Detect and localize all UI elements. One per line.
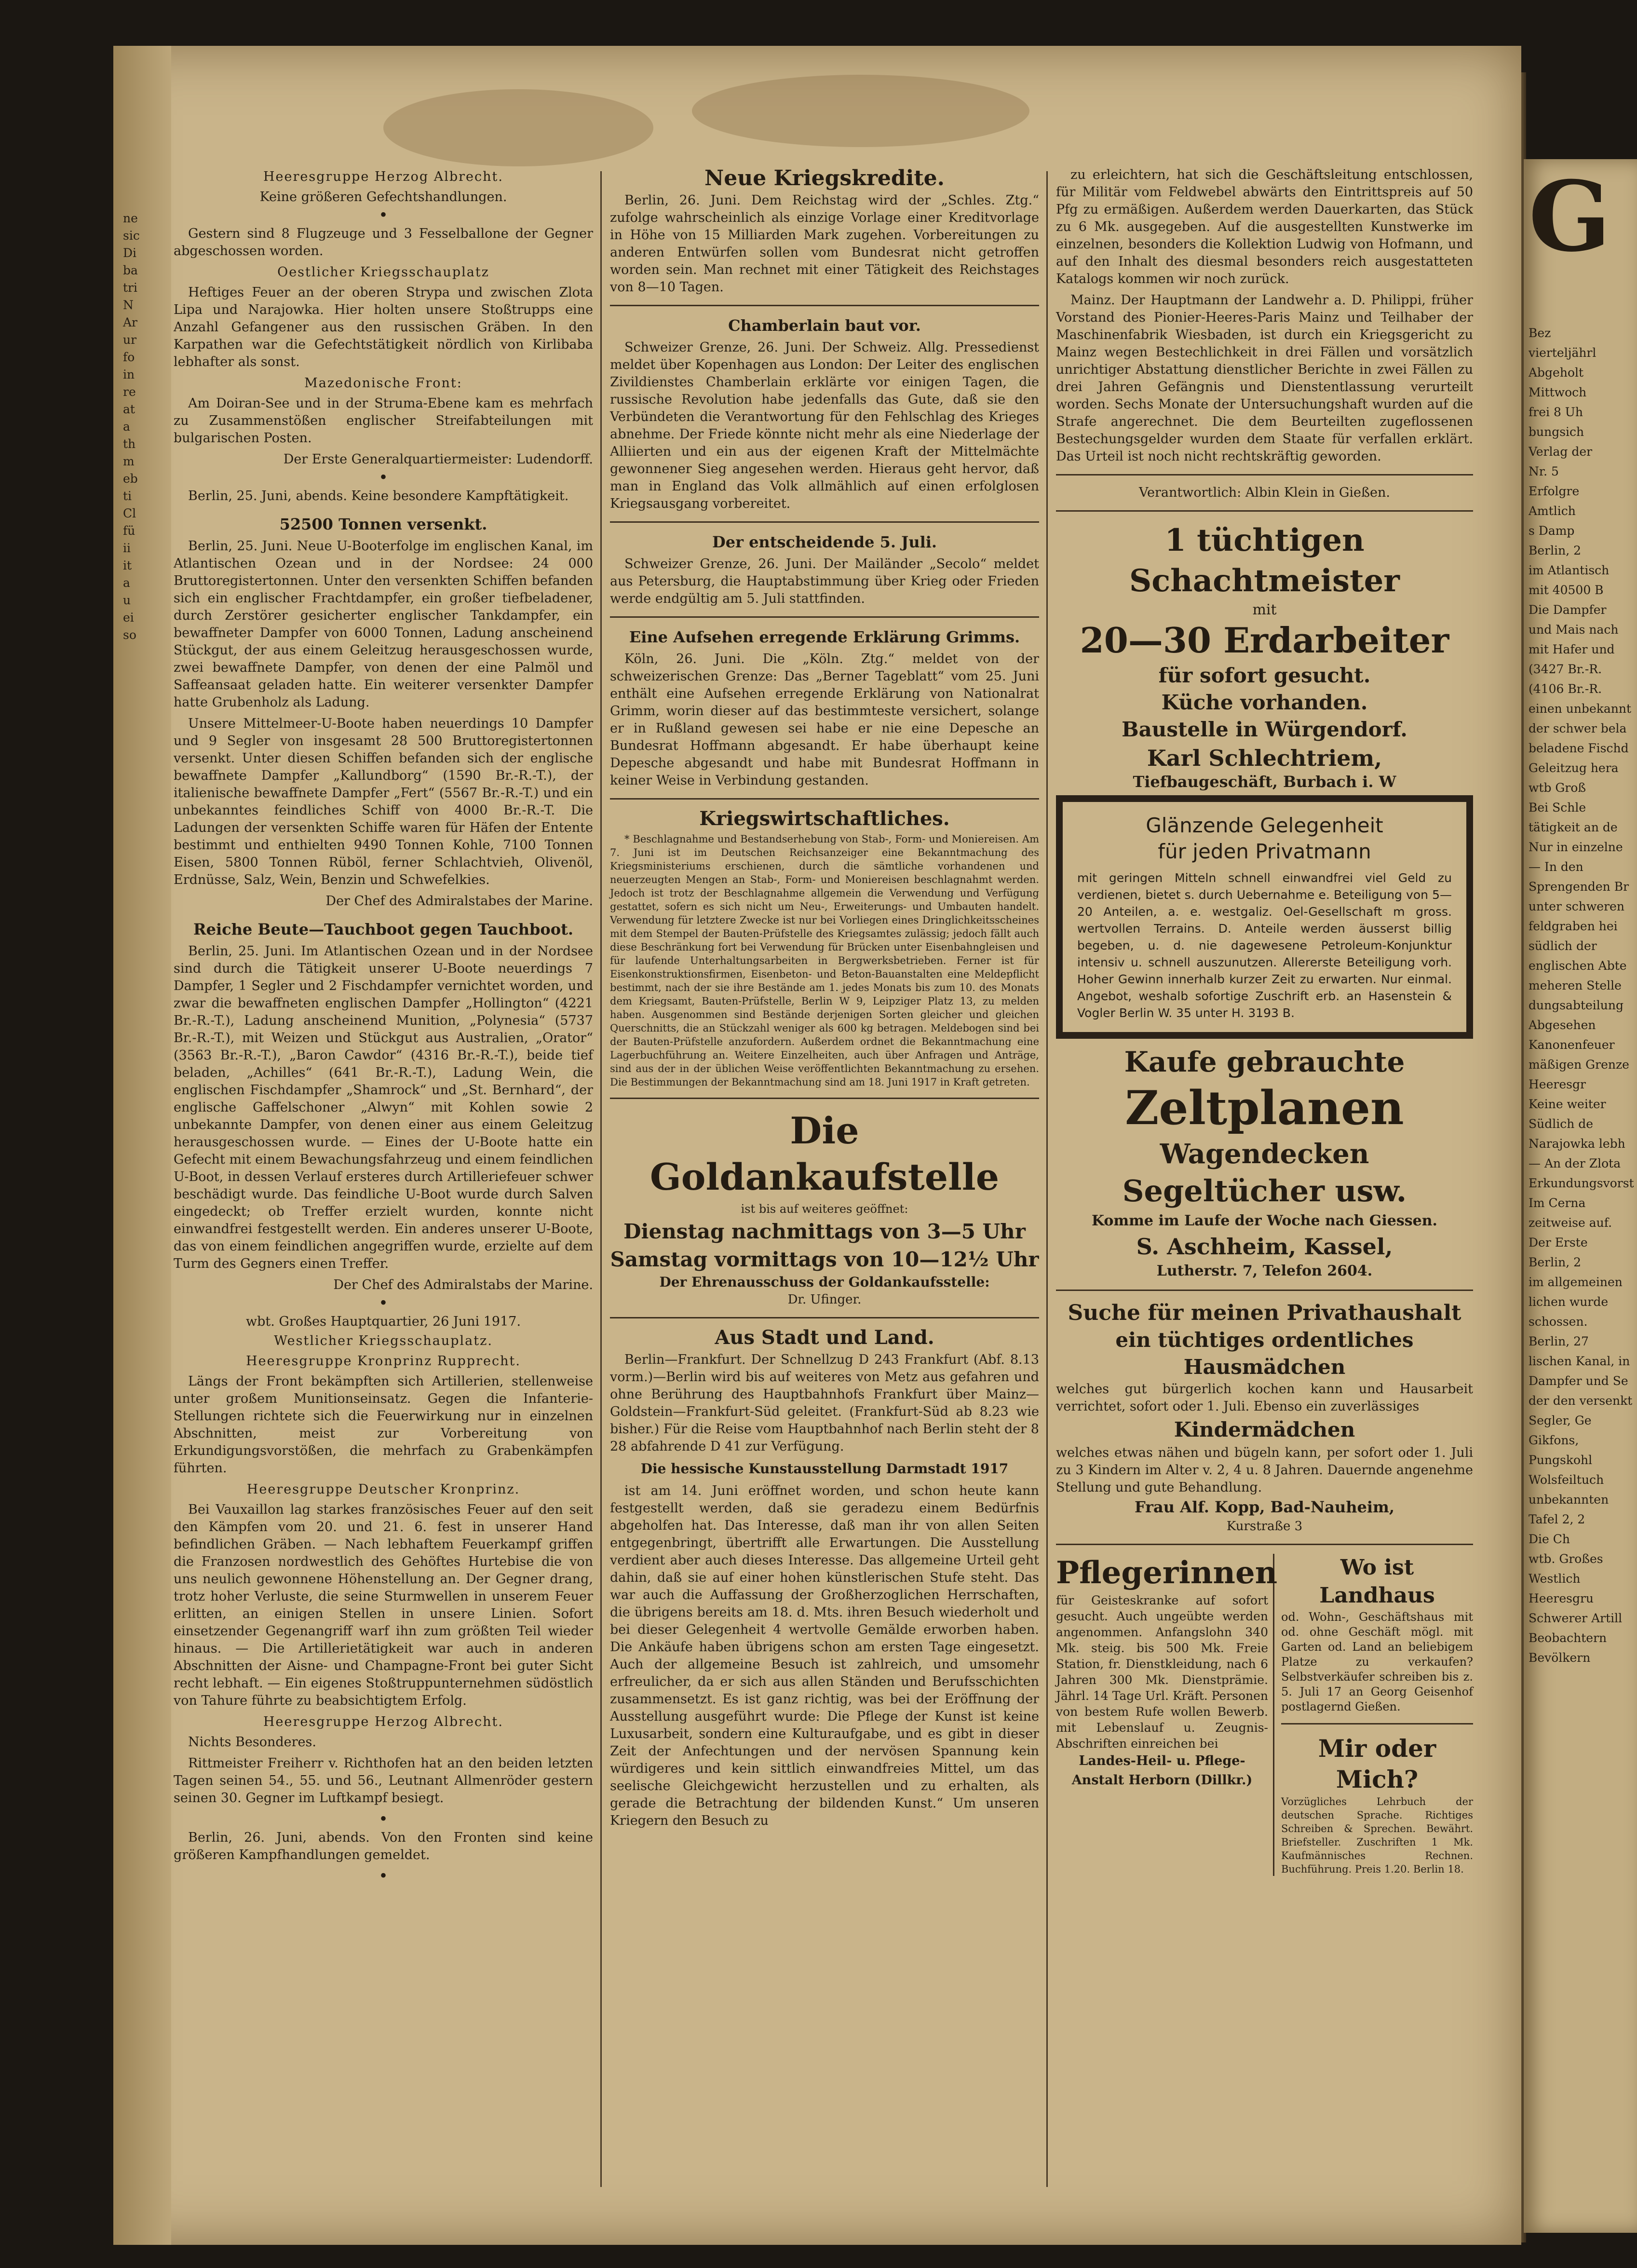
adjacent-text-line: unter schweren <box>1529 899 1624 913</box>
adjacent-text-line: Segler, Ge <box>1529 1413 1592 1427</box>
adjacent-text-line: vierteljährl <box>1529 346 1596 360</box>
adjacent-text-line: Die Dampfer <box>1529 603 1607 617</box>
adjacent-text-line: englischen Abte <box>1529 959 1627 973</box>
left-strip-line: Cl <box>123 506 136 520</box>
adjacent-text-line: mit Hafer und <box>1529 642 1615 656</box>
ad-line: Kaufe gebrauchte <box>1124 1046 1405 1078</box>
ad-line: Kindermädchen <box>1174 1418 1355 1441</box>
small-ads-row <box>1056 1554 1473 1876</box>
column-1 <box>174 166 593 1886</box>
ad-line: mit <box>1252 601 1277 618</box>
paragraph: Gestern sind 8 Flugzeuge und 3 Fesselballone der Gegner abgeschossen worden. <box>174 226 593 258</box>
adjacent-text-line: dungsabteilung <box>1529 998 1623 1012</box>
subline: Keine größeren Gefechtshandlungen. <box>259 190 507 204</box>
newspaper-page <box>113 46 1521 2245</box>
adjacent-text-line: im Atlantisch <box>1529 563 1610 577</box>
adjacent-text-line: lischen Kanal, in <box>1529 1354 1630 1368</box>
column-2 <box>610 159 1039 1833</box>
left-strip-line: Ar <box>123 315 138 329</box>
ad-line: für sofort gesucht. <box>1158 664 1371 687</box>
ad-text: Vorzügliches Lehrbuch der deutschen Sprache. Richtiges Schreiben & Sprechen. Bewährt. Briefsteller. Zuschriften 1 Mk. Kaufmännisches Rechnen. Buchführung. Preis 1.20. Berlin 18. <box>1281 1796 1473 1875</box>
ad-line: 20—30 Erdarbeiter <box>1080 620 1449 661</box>
separator-dot: • <box>379 1296 388 1311</box>
paragraph: Rittmeister Freiherr v. Richthofen hat an den beiden letzten Tagen seinen 54., 55. und 56., Leutnant Allmenröder gestern seinen 30. Gegner im Luftkampf besiegt. <box>174 1756 593 1806</box>
ad-line: Zeltplanen <box>1125 1081 1404 1135</box>
headline: Oestlicher Kriegsschauplatz <box>277 265 489 280</box>
left-strip-line: it <box>123 558 132 572</box>
ad-title: Wo ist Landhaus <box>1319 1555 1435 1608</box>
pflegerinnen-ad <box>1056 1554 1278 1876</box>
headline: Der entscheidende 5. Juli. <box>712 533 937 551</box>
schachtmeister-ad <box>1056 520 1473 790</box>
adjacent-text-line: Keine weiter <box>1529 1097 1606 1111</box>
divider <box>1056 474 1473 475</box>
adjacent-text-line: zeitweise auf. <box>1529 1216 1612 1230</box>
ad-signature: Landes-Heil- u. Pflege-Anstalt Herborn (Dillkr.) <box>1071 1753 1253 1788</box>
left-strip-line: ne <box>123 211 138 225</box>
left-strip-line: N <box>123 298 134 312</box>
divider <box>1056 1544 1473 1545</box>
left-strip-line: a <box>123 576 130 590</box>
ad-line: Kurstraße 3 <box>1226 1519 1303 1534</box>
adjacent-text-line: Kanonenfeuer <box>1529 1038 1615 1052</box>
adjacent-text-line: Pungskohl <box>1529 1453 1593 1467</box>
divider <box>610 616 1039 618</box>
adjacent-text-line: Berlin, 2 <box>1529 1255 1582 1269</box>
adjacent-text-line: Tafel 2, 2 <box>1529 1512 1585 1526</box>
adjacent-text-line: der schwer bela <box>1529 721 1627 735</box>
ad-line: Lutherstr. 7, Telefon 2604. <box>1156 1263 1373 1279</box>
left-strip-line: eb <box>123 472 138 486</box>
adjacent-text-line: frei 8 Uh <box>1529 405 1583 419</box>
adjacent-text-line: (3427 Br.-R. <box>1529 662 1602 676</box>
ad-line: ein tüchtiges ordentliches Hausmädchen <box>1115 1328 1414 1379</box>
headline: Kriegswirtschaftliches. <box>699 807 950 830</box>
right-small-ads <box>1281 1554 1473 1876</box>
left-strip-line: ur <box>123 333 137 347</box>
zeltplanen-ad <box>1056 1044 1473 1281</box>
ad-text: welches etwas nähen und bügeln kann, per sofort oder 1. Juli zu 3 Kindern im Alter v. 2, 4 u. 8 Jahren. Dauernde angenehme Stellung und gute Behandlung. <box>1056 1445 1473 1495</box>
adjacent-text-line: Schwerer Artill <box>1529 1611 1623 1625</box>
adjacent-text-line: mäßigen Grenze <box>1529 1058 1629 1072</box>
paragraph: Berlin, 25. Juni. Neue U-Booterfolge im englischen Kanal, im Atlantischen Ozean und in der Nordsee: 24 000 Bruttoregistertonnen. Unter den versenkten Schiffen befanden sich ein englischer Frachtdampfer, ein großer tiefbeladener, durch Zerstörer gesicherter englischer Tankdampfer, ein bewaffneter Dampfer von 6000 Tonnen, Ladung anscheinend Stückgut, der aus einem Geleitzug herausgeschossen wurde, zwei bewaffnete Dampfer, von denen der eine Palmöl und Saffeansaat geladen hatte. Ein weiterer versenkter Dampfer hatte Grubenholz als Ladung. <box>174 539 593 710</box>
ad-text: welches gut bürgerlich kochen kann und Hausarbeit verrichtet, sofort oder 1. Juli. Ebenso ein zuverlässiges <box>1056 1382 1473 1414</box>
adjacent-text-line: feldgraben hei <box>1529 919 1618 933</box>
gelegenheit-ad <box>1056 795 1473 1039</box>
headline: Heeresgruppe Kronprinz Rupprecht. <box>246 1354 521 1369</box>
adjacent-text-line: einen unbekannt <box>1529 702 1632 716</box>
paper-stain <box>692 75 1029 147</box>
left-strip-line: m <box>123 454 135 468</box>
left-strip-line: in <box>123 367 135 381</box>
column-3 <box>1056 166 1473 1876</box>
separator-dot: • <box>379 470 388 485</box>
left-strip-line: fü <box>123 524 135 538</box>
left-strip-line: Di <box>123 246 137 260</box>
adjacent-text-line: Narajowka lebh <box>1529 1137 1625 1151</box>
adjacent-text-line: Berlin, 2 <box>1529 543 1582 557</box>
adjacent-text-line: Gikfons, <box>1529 1433 1579 1447</box>
adjacent-text-line: Berlin, 27 <box>1529 1334 1589 1348</box>
column-rule <box>1046 171 1048 2187</box>
adjacent-text-line: schossen. <box>1529 1315 1588 1329</box>
divider <box>610 1098 1039 1099</box>
paragraph: Heftiges Feuer an der oberen Strypa und zwischen Zlota Lipa und Narajowka. Hier holten unsere Stoßtrupps eine Anzahl Gefangener aus den russischen Gräben. In den Karpathen war die Gefechtstätigkeit nördlich von Kirlibaba lebhafter als sonst. <box>174 285 593 369</box>
adjacent-text-line: (4106 Br.-R. <box>1529 682 1602 696</box>
adjacent-text-line: Bei Schle <box>1529 801 1586 815</box>
ad-line: ist bis auf weiteres geöffnet: <box>741 1202 908 1216</box>
left-strip-line: ti <box>123 489 132 503</box>
ad-line: Samstag vormittags von 10—12½ Uhr <box>610 1248 1039 1271</box>
ad-title: Mir oder Mich? <box>1318 1734 1436 1793</box>
headline: Westlicher Kriegsschauplatz. <box>274 1333 493 1348</box>
ad-title: Pflegerinnen <box>1056 1555 1278 1591</box>
headline: Chamberlain baut vor. <box>728 316 921 335</box>
divider <box>1056 1290 1473 1291</box>
column-rule <box>600 171 602 2187</box>
adjacent-text-line: und Mais nach <box>1529 623 1619 637</box>
adjacent-text-line: Bez <box>1529 326 1551 340</box>
divider <box>610 305 1039 306</box>
paragraph: Schweizer Grenze, 26. Juni. Der Mailänder „Secolo“ meldet aus Petersburg, die Hauptabstimmung über Krieg oder Frieden werde endgültig am 5. Juli stattfinden. <box>610 557 1039 606</box>
adjacent-text-line: Amtlich <box>1529 504 1576 518</box>
paragraph: Am Doiran-See und in der Struma-Ebene kam es mehrfach zu Zusammenstößen englischer Streifabteilungen mit bulgarischen Posten. <box>174 396 593 446</box>
adjacent-text-line: Erfolgre <box>1529 484 1580 498</box>
adjacent-text-line: Westlich <box>1529 1572 1581 1586</box>
adjacent-text-line: mit 40500 B <box>1529 583 1604 597</box>
ad-line: Dienstag nachmittags von 3—5 Uhr <box>623 1220 1026 1243</box>
adjacent-text-line: — An der Zlota <box>1529 1156 1621 1170</box>
headline: Mazedonische Front: <box>304 376 462 391</box>
left-strip-line: at <box>123 402 135 416</box>
paper-stain <box>383 89 653 166</box>
adjacent-text-line: meheren Stelle <box>1529 978 1622 992</box>
divider <box>1056 510 1473 512</box>
headline: Heeresgruppe Herzog Albrecht. <box>263 1714 503 1729</box>
adjacent-text-line: s Damp <box>1529 524 1575 538</box>
ad-line: 1 tüchtigen Schachtmeister <box>1129 522 1400 599</box>
divider <box>610 798 1039 800</box>
divider <box>610 521 1039 523</box>
headline: Die hessische Kunstausstellung Darmstadt 1917 <box>640 1461 1009 1477</box>
adjacent-text-line: Die Ch <box>1529 1532 1570 1546</box>
adjacent-text-line: Nur in einzelne <box>1529 840 1623 854</box>
ad-line: für jeden Privatmann <box>1158 840 1371 863</box>
paragraph: Berlin, 25. Juni, abends. Keine besondere Kampftätigkeit. <box>188 489 569 503</box>
ad-title: Die Goldankaufstelle <box>649 1109 1000 1198</box>
goldankauf-ad <box>610 1108 1039 1308</box>
left-strip-line: so <box>123 628 136 642</box>
adjacent-text-line: Nr. 5 <box>1529 464 1559 478</box>
ad-text: od. Wohn-, Geschäftshaus mit od. ohne Geschäft mögl. mit Garten od. Land an beliebigem Platze zu verkaufen? Selbstverkäufer schreiben bis z. 5. Juli 17 an Georg Geisenhof postlagernd Gießen. <box>1281 1610 1473 1713</box>
left-strip-line: a <box>123 420 130 434</box>
signature: Der Chef des Admiralstabs der Marine. <box>333 1277 593 1292</box>
headline: Heeresgruppe Herzog Albrecht. <box>263 169 503 184</box>
paragraph: Köln, 26. Juni. Die „Köln. Ztg.“ meldet von der schweizerischen Grenze: Das „Berner Tageblatt“ vom 25. Juni enthält eine Aufsehen erregende Erklärung von Nationalrat Grimm, worin dieser auf das bestimmteste versichert, solange er in Rußland gewesen sei habe er nie eine Depesche an Bundesrat Hoffmann abgesandt. Er habe überhaupt keine Depesche abgesandt und habe mit Bundesrat Hoffmann in keiner Weise in Verbindung gestanden. <box>610 652 1039 788</box>
adjacent-text-line: Erkundungsvorst <box>1529 1176 1634 1190</box>
headline: 52500 Tonnen versenkt. <box>279 515 487 533</box>
divider <box>1281 1723 1473 1725</box>
ad-text: mit geringen Mitteln schnell einwandfrei viel Geld zu verdienen, bietet s. durch Uebernahme e. Beteiligung von 5—20 Anteilen, a. e. westgaliz. Oel-Gesellschaft m gross. wertvollen Terrains. D. Anteile werden äusserst billig begeben, u. d. nie dagewesene Petroleum-Konjunktur intensiv u. schnell auszunutzen. Allererste Beteiligung vorh. Hoher Gewinn innerhalb kurzer Zeit zu erwarten. Nur einmal. Angebot, weshalb sofortige Zuschrift erb. an Hasenstein & Vogler Berlin W. 35 unter H. 3193 B. <box>1077 871 1452 1020</box>
adjacent-text-line: Abgeholt <box>1529 366 1584 380</box>
landhaus-ad <box>1281 1554 1473 1714</box>
paragraph: Bei Vauxaillon lag starkes französisches Feuer auf den seit den Kämpfen vom 20. und 21. 6. fest in unserer Hand befindlichen Gräben. — Nach lebhaftem Feuerkampf griffen die Franzosen nordwestlich des Gehöftes Hurtebise die von uns neulich gewonnene Höhenstellung an. Der Gegner drang, trotz hoher Verluste, die seine Sturmwellen in unserem Feuer erlitten, an einigen Stellen in unsere Linien. Sofort einsetzender Gegenangriff warf ihn zum größten Teil wieder hinaus. — Die Artillerietätigkeit war auch in anderen Abschnitten der Aisne- und Champagne-Front bei guter Sicht recht lebhaft. — Ein eigenes Stoßtruppunternehmen südöstlich von Tahure führte zu beabsichtigtem Erfolg. <box>174 1502 593 1708</box>
dateline: wbt. Großes Hauptquartier, 26 Juni 1917. <box>245 1314 521 1329</box>
paragraph: zu erleichtern, hat sich die Geschäftsleitung entschlossen, für Militär vom Feldwebel abwärts den Eintrittspreis auf 50 Pfg zu ermäßigen. Außerdem werden Dauerkarten, das Stück zu 6 Mk. ausgegeben. Auf die ausgestellten Kunstwerke im einzelnen, besonders die Kollektion Ludwig von Hofmann, und auf den Inhalt des diesmal besonders reich ausgestatteten Katalogs kommen wir noch zurück. <box>1056 167 1473 286</box>
ad-line: Wagendecken <box>1160 1138 1369 1170</box>
left-strip-line: re <box>123 385 136 399</box>
ad-text: für Geisteskranke auf sofort gesucht. Auch ungeübte werden angenommen. Anfangslohn 340 Mk. steig. bis 500 Mk. Freie Station, fr. Dienstkleidung, nach 6 Jahren 300 Mk. Dienstprämie. Jährl. 14 Tage Url. Kräft. Personen von bestem Rufe wollen Bewerb. mit Lebenslauf u. Zeugnis-Abschriften einreichen bei <box>1056 1593 1268 1751</box>
left-strip-line: ii <box>123 541 131 555</box>
ad-line: Glänzende Gelegenheit <box>1146 814 1383 837</box>
adjacent-text-line: Abgesehen <box>1529 1018 1596 1032</box>
adjacent-text-line: der den versenkt <box>1529 1394 1633 1408</box>
adjacent-text-line: Der Erste <box>1529 1236 1588 1249</box>
adjacent-text-line: — In den <box>1529 860 1583 874</box>
ad-line: Dr. Ufinger. <box>787 1292 862 1307</box>
adjacent-text-line: Südlich de <box>1529 1117 1594 1131</box>
adjacent-text-line: bungsich <box>1529 425 1584 439</box>
ad-line: Karl Schlechtriem, <box>1147 745 1382 771</box>
paragraph: * Beschlagnahme und Bestandserhebung von Stab-, Form- und Moniereisen. Am 7. Juni ist im Deutschen Reichsanzeiger eine Bekanntmachung des Kriegsministeriums erschienen, durch die sämtliche vorhandenen und neuerzeugten Mengen an Stab-, Form- und Moniereisen beschlagnahmt werden. Jedoch ist trotz der Beschlagnahme allgemein die Verwendung und Verfügung gestattet, sofern es sich nicht um Neu-, Erweiterungs- und Umbauten handelt. Verwendung für letztere Zwecke ist nur bei Vorliegen eines Dringlichkeitsscheines mit dem Stempel der Bauten-Prüfstelle des Kriegsamtes zulässig; jedoch fällt auch diese Beschränkung fort bei Verwendung für Brücken unter Eisenbahngleisen und für laufende Unterhaltungsarbeiten in Bergwerksbetrieben. Ferner ist für Eisenkonstruktionsfirmen, Eisenbeton- und Beton-Bauanstalten eine Meldepflicht bestimmt, nach der sie ihre Bestände am 1. jedes Monats bis zum 10. des Monats dem Kriegsamt, Bauten-Prüfstelle, Berlin W 9, Leipziger Platz 13, zu melden haben. Ausgenommen sind Bestände derjenigen Sorten gleicher und gleichen Querschnitts, die an Stückzahl weniger als 600 kg betragen. Meldebogen sind bei der Bauten-Prüfstelle anzufordern. Außerdem ordnet die Bekanntmachung eine Lagerbuchführung an. Weitere Einzelheiten, auch über Anfragen und Anträge, sind aus der in der üblichen Weise veröffentlichten Bekanntmachung zu ersehen. Die Bestimmungen der Bekanntmachung sind am 18. Juni 1917 in Kraft getreten. <box>610 833 1039 1088</box>
left-strip-line: ei <box>123 611 134 625</box>
ad-line: Baustelle in Würgendorf. <box>1122 718 1407 741</box>
ad-line: Der Ehrenausschuss der Goldankaufsstelle: <box>659 1274 990 1290</box>
adjacent-text-line: wtb. Großes <box>1529 1552 1603 1566</box>
adjacent-text-line: beladene Fischd <box>1529 741 1629 755</box>
adjacent-text-line: tätigkeit an de <box>1529 820 1618 834</box>
paragraph: ist am 14. Juni eröffnet worden, und schon heute kann festgestellt werden, daß sie geradezu einem Bedürfnis abgeholfen hat. Das Interesse, daß man ihr von allen Seiten entgegenbringt, übertrifft alle Erwartungen. Die Ausstellung verdient aber auch dieses Interesse. Das allgemeine Urteil geht dahin, daß sie auf einer hohen künstlerischen Stufe steht. Das war auch die Auffassung der Großherzoglichen Herrschaften, die übrigens bereits am 18. d. Mts. ihren Besuch wiederholt und bei dieser Gelegenheit 4 wertvolle Gemälde erworben haben. Die Ankäufe haben übrigens schon am ersten Tage eingesetzt. Auch der allgemeine Besuch ist zahlreich, und umsomehr erfreulicher, da er sich aus allen Ständen und Berufsschichten zusammensetzt. Es ist ganz richtig, was bei der Eröffnung der Ausstellung ausgeführt wurde: Die Pflege der Kunst ist keine Luxusarbeit, sondern eine Kulturaufgabe, und es gibt in dieser Zeit der Anfechtungen und der nervösen Spannung kein würdigeres und kein sittlich einwandfreies Mittel, um das seelische Gleichgewicht herzustellen und zu erhalten, als gerade die Betrachtung der bildenden Kunst.“ Um unseren Kriegern den Besuch zu <box>610 1483 1039 1828</box>
responsible-editor: Verantwortlich: Albin Klein in Gießen. <box>1138 485 1390 500</box>
mir-oder-mich-ad <box>1281 1733 1473 1876</box>
adjacent-text-line: Heeresgr <box>1529 1077 1586 1091</box>
paragraph: Schweizer Grenze, 26. Juni. Der Schweiz. Allg. Pressedienst meldet über Kopenhagen aus London: Der Leiter des englischen Zivildienstes Chamberlain erklärte vor einigen Tagen, die russische Revolution habe jedenfalls das Gute, daß sie den Verbündeten die Verantwortung für den Fehlschlag des Krieges abnehme. Der Friede könnte nicht mehr als eine Niederlage der Alliierten und ein aus der eigenen Kraft der Mittelmächte gewonnener Sieg angesehen werden. Hieraus geht hervor, daß man in England das Volk allmählich auf einen erfolglosen Kriegsausgang vorbereitet. <box>610 340 1039 511</box>
adjacent-text-line: Dampfer und Se <box>1529 1374 1628 1388</box>
adjacent-text-line: lichen wurde <box>1529 1295 1609 1309</box>
adjacent-text-line: Mittwoch <box>1529 385 1587 399</box>
paragraph: Längs der Front bekämpften sich Artillerien, stellenweise unter großem Munitionseinsatz. Gegen die Infanterie-Stellungen richtete sich die Feuerwirkung nur in einzelnen Abschnitten, meist zur Vorbereitung von Erkundigungsvorstößen, die mehrfach zu Grabenkämpfen führten. <box>174 1374 593 1476</box>
paragraph: Berlin, 26. Juni, abends. Von den Fronten sind keine größeren Kampfhandlungen gemeldet. <box>174 1830 593 1862</box>
adjacent-text-line: Heeresgru <box>1529 1591 1594 1605</box>
divider <box>610 1317 1039 1318</box>
adjacent-text-line: Verlag der <box>1529 445 1593 459</box>
adjacent-page <box>1524 159 1637 2233</box>
paragraph: Mainz. Der Hauptmann der Landwehr a. D. Philippi, früher Vorstand des Pionier-Heeres-Paris Mainz und Teilhaber der Maschinenfabrik Wiesbaden, ist durch ein Kriegsgericht zu Mainz wegen Bestechlichkeit in drei Fällen und vorsätzlich unrichtiger Abstattung dienstlicher Berichte in zwei Fällen zu drei Jahren Gefängnis und Dienstentlassung verurteilt worden. Sechs Monate der Untersuchungshaft wurden auf die Strafe angerechnet. Die dem Beurteilten zugeflossenen Bestechungsgelder wurden dem Staate für verfallen erklärt. Das Urteil ist noch nicht rechtskräftig geworden. <box>1056 293 1473 464</box>
ad-line: Segeltücher usw. <box>1122 1173 1407 1209</box>
headline: Heeresgruppe Deutscher Kronprinz. <box>246 1482 520 1497</box>
ad-line: Suche für meinen Privathaushalt <box>1068 1301 1461 1325</box>
ad-line: Komme im Laufe der Woche nach Giessen. <box>1092 1212 1437 1229</box>
adjacent-text-line: wtb Groß <box>1529 781 1586 795</box>
adjacent-text-line: Wolsfeiltuch <box>1529 1473 1604 1487</box>
adjacent-text-line: Im Cerna <box>1529 1196 1586 1210</box>
adjacent-text-line: Bevölkern <box>1529 1651 1591 1665</box>
ad-line: Frau Alf. Kopp, Bad-Nauheim, <box>1135 1498 1394 1516</box>
hausmaedchen-ad <box>1056 1300 1473 1535</box>
separator-dot: • <box>379 1869 388 1884</box>
headline: Reiche Beute—Tauchboot gegen Tauchboot. <box>193 920 573 938</box>
left-strip-line: ba <box>123 263 138 277</box>
left-strip-line: sic <box>123 229 140 243</box>
ad-line: S. Aschheim, Kassel, <box>1136 1234 1393 1260</box>
adjacent-text-line: Geleitzug hera <box>1529 761 1619 775</box>
headline: Neue Kriegskredite. <box>704 166 945 190</box>
headline: Eine Aufsehen erregende Erklärung Grimms. <box>629 628 1020 646</box>
left-strip-text <box>123 210 157 644</box>
left-strip-line: fo <box>123 350 135 364</box>
paragraph: Unsere Mittelmeer-U-Boote haben neuerdings 10 Dampfer und 9 Segler von insgesamt 28 500 Bruttoregistertonnen versenkt. Unter diesen Schiffen befanden sich der englische bewaffnete Dampfer „Kallundborg“ (1590 Br.-R.-T.), der italienische bewaffnete Dampfer „Fert“ (5567 Br.-R.-T.) und ein unbekanntes feindliches Schiff von 4000 Br.-R.-T. Die Ladungen der versenkten Schiffe waren für Häfen der Entente bestimmt und enthielten 9490 Tonnen Kohle, 7100 Tonnen Eisen, 5800 Tonnen Rüböl, ferner Schlachtvieh, Olivenöl, Erdnüsse, Salz, Wein, Benzin und Schwefelkies. <box>174 716 593 887</box>
paragraph: Berlin, 26. Juni. Dem Reichstag wird der „Schles. Ztg.“ zufolge wahrscheinlich als einzige Vorlage einer Kreditvorlage in Höhe von 15 Milliarden Mark zugehen. Vorbereitungen zu anderen Entwürfen sollen vom Bundesrat nicht getroffen worden sein. Man rechnet mit einer Tätigkeit des Reichstages von 8—10 Tagen. <box>610 193 1039 295</box>
left-strip-line: th <box>123 437 136 451</box>
adjacent-text-line: im allgemeinen <box>1529 1275 1623 1289</box>
separator-dot: • <box>379 1812 388 1827</box>
separator-dot: • <box>379 208 388 223</box>
left-strip-line: u <box>123 593 131 607</box>
paragraph: Nichts Besonderes. <box>188 1735 316 1750</box>
adjacent-text <box>1529 323 1635 1668</box>
adjacent-text-line: Sprengenden Br <box>1529 880 1629 894</box>
signature: Der Chef des Admiralstabes der Marine. <box>325 894 593 909</box>
left-strip-line: tri <box>123 281 137 295</box>
adjacent-text-line: Beobachtern <box>1529 1631 1607 1645</box>
paragraph: Berlin—Frankfurt. Der Schnellzug D 243 Frankfurt (Abf. 8.13 vorm.)—Berlin wird bis auf weiteres von Metz aus gefahren und ohne Berührung des Hauptbahnhofs Frankfurt über Mainz—Goldstein—Frankfurt-Süd geleitet. (Frankfurt-Süd ab 8.23 wie bisher.) Für die Reise vom Hauptbahnhof nach Berlin steht der 8 28 abfahrende D 41 zur Verfügung. <box>610 1352 1039 1454</box>
masthead-letter: G <box>1529 160 1611 273</box>
ad-line: Tiefbaugeschäft, Burbach i. W <box>1133 773 1396 791</box>
paragraph: Berlin, 25. Juni. Im Atlantischen Ozean und in der Nordsee sind durch die Tätigkeit unserer U-Boote neuerdings 7 Dampfer, 1 Segler und 2 Fischdampfer vernichtet worden, und zwar die bewaffneten englischen Dampfer „Hollington“ (4221 Br.-R.-T.), Ladung anscheinend Munition, „Polynesia“ (5737 Br.-R.-T.), mit Weizen und Stückgut aus Australien, „Orator“ (3563 Br.-R.-T.), „Baron Cawdor“ (4316 Br.-R.-T.), beide tief beladen, „Achilles“ (641 Br.-R.-T.), Ladung Wein, die englischen Fischdampfer „Shamrock“ und „St. Bernhard“, der englische Gaffelschoner „Alwyn“ mit Kohlen sowie 2 unbekannte Dampfer, von denen einer aus einem Geleitzug herausgeschossen wurde. — Eines der U-Boote hatte ein Gefecht mit einem Bewachungsfahrzeug und einem feindlichen U-Boot, in dessen Verlauf ersteres durch Artilleriefeuer schwer beschädigt wurde. Das feindliche U-Boot wurde durch Salven eingedeckt; ob Treffer erzielt wurden, konnte nicht einwandfrei festgestellt werden. Ein anderes unserer U-Boote, das von einem feindlichen angegriffen wurde, erzielte auf dem Turm des Gegners einen Treffer. <box>174 944 593 1271</box>
adjacent-text-line: unbekannten <box>1529 1493 1609 1507</box>
ad-line: Küche vorhanden. <box>1161 691 1368 714</box>
headline: Aus Stadt und Land. <box>715 1326 934 1349</box>
signature: Der Erste Generalquartiermeister: Ludendorff. <box>283 452 593 467</box>
adjacent-text-line: südlich der <box>1529 939 1597 953</box>
